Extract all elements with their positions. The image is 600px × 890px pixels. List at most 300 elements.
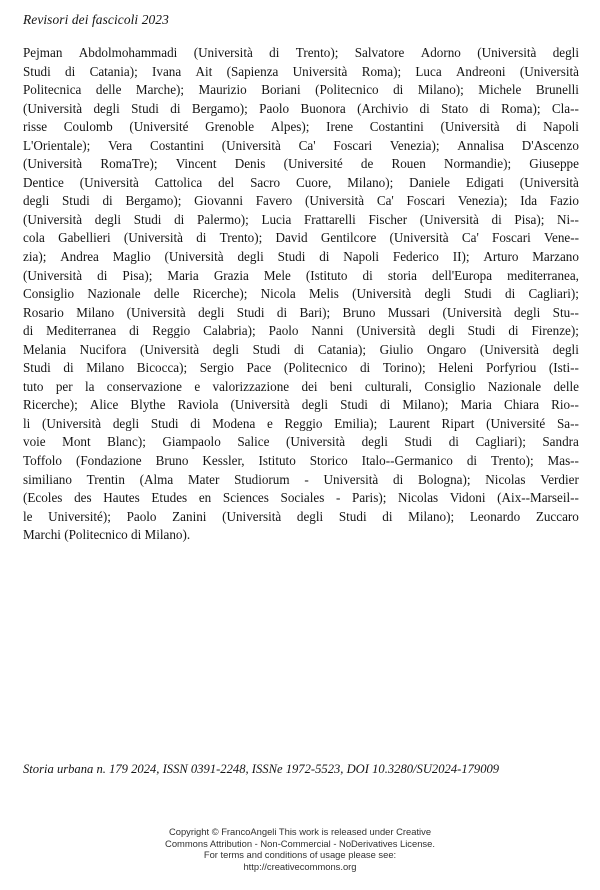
reviewers-word: Nicolas (485, 471, 526, 487)
reviewers-word: (Sapienza (226, 63, 279, 79)
reviewers-word: (Università (479, 341, 539, 357)
reviewers-word: Studi (23, 360, 51, 376)
reviewers-word: Studi (467, 323, 496, 339)
reviewers-word: di (491, 211, 502, 227)
reviewers-word: di (97, 267, 108, 283)
reviewers-word: cola (23, 230, 45, 246)
reviewers-word: Studi (133, 211, 162, 227)
reviewers-word: degli (212, 341, 239, 357)
reviewers-word: Bergamo); (125, 193, 182, 209)
reviewers-word: delle (153, 286, 180, 302)
reviewers-word: Arturo (483, 249, 519, 265)
reviewers-word: (Università (23, 267, 83, 283)
reviewers-word: di (380, 397, 391, 413)
reviewers-word: Federico (392, 249, 439, 265)
reviewers-word: (Politecnico (283, 360, 348, 376)
reviewers-word: Fischer (368, 211, 408, 227)
reviewers-word: Studi (236, 304, 265, 320)
reviewers-word: Foscari (492, 230, 531, 246)
reviewers-word: Bicocca); (136, 360, 188, 376)
reviewers-word: di (448, 434, 459, 450)
reviewers-word: degli (296, 508, 324, 524)
reviewers-word: (Alma (139, 471, 174, 487)
reviewers-line (23, 211, 579, 230)
reviewers-word: similiano (23, 471, 72, 487)
reviewers-word: Paolo (268, 323, 299, 339)
reviewers-word: Daniele (409, 174, 451, 190)
reviewers-word: (Università (519, 174, 579, 190)
reviewers-word: Modena (212, 415, 256, 431)
reviewers-word: (Università (352, 286, 412, 302)
reviewers-word: Studi (62, 193, 90, 209)
reviewers-word: Kessler, (202, 453, 245, 469)
reviewers-word: Bologna); (417, 471, 471, 487)
reviewers-word: Melis (308, 286, 339, 302)
copyright-line-3: For terms and conditions of usage please see: (203, 849, 397, 861)
reviewers-word: degli (361, 434, 388, 450)
reviewers-word: (Università (356, 323, 416, 339)
reviewers-word: Firenze); (531, 323, 579, 339)
reviewers-word: le (23, 508, 33, 524)
reviewers-word: Milano (76, 304, 115, 320)
reviewers-word: Mele (263, 267, 291, 283)
reviewers-word: Ricerche); (192, 286, 248, 302)
reviewers-word: Giovanni (194, 193, 244, 209)
reviewers-word: Blanc); (107, 434, 146, 450)
reviewers-word: Mater (187, 471, 220, 487)
reviewers-word: di (23, 323, 34, 339)
reviewers-line: Marchi (Politecnico di Milano). (23, 527, 191, 543)
reviewers-word: di (293, 341, 305, 357)
reviewers-word: (Fondazione (75, 453, 142, 469)
reviewers-word: RomaTre); (100, 156, 158, 172)
reviewers-word: Boriani (261, 82, 301, 98)
reviewers-word: la (84, 378, 95, 394)
reviewers-line (23, 378, 579, 397)
reviewers-word: di (269, 45, 280, 60)
reviewers-word: Irene (326, 119, 354, 135)
reviewers-word: Bari); (299, 304, 331, 320)
reviewers-word: conservazione (106, 378, 182, 394)
reviewers-line (23, 63, 579, 82)
reviewers-word: Etudes (151, 490, 188, 506)
reviewers-word: Consiglio (23, 286, 75, 302)
reviewers-word: Zuccaro (535, 508, 579, 524)
reviewers-word: (Istituto (305, 267, 348, 283)
reviewers-word: (Università (164, 249, 224, 265)
reviewers-word: Napoli (343, 249, 380, 265)
reviewers-word: (Università (221, 137, 281, 153)
reviewers-word: Sandra (542, 434, 579, 450)
reviewers-word: di (174, 211, 185, 227)
reviewers-word: Studi (338, 508, 367, 524)
reviewers-word: Studi (23, 63, 51, 79)
reviewers-word: Ca' (461, 230, 479, 246)
reviewers-word: Milano); (417, 82, 464, 98)
reviewers-line (23, 81, 579, 100)
reviewers-word: Milano); (402, 397, 449, 413)
reviewers-word: Zanini (172, 508, 207, 524)
reviewers-word: (Università (519, 63, 579, 79)
reviewers-word: Calabria); (203, 323, 256, 339)
reviewers-word: Bruno (342, 304, 376, 320)
reviewers-word: Università (323, 471, 379, 487)
reviewers-word: degli (428, 323, 455, 339)
reviewers-word: (Ecoles (23, 490, 63, 506)
reviewers-word: Blythe (130, 397, 166, 413)
reviewers-word: Rio-- (551, 397, 579, 413)
reviewers-word: Reggio (152, 323, 191, 339)
reviewers-word: Paolo (259, 100, 290, 116)
reviewers-word: degli (237, 249, 264, 265)
reviewers-word: Foscari (406, 193, 446, 209)
reviewers-word: degli (424, 286, 451, 302)
reviewers-word: Milano (86, 360, 125, 376)
reviewers-word: (Università (222, 508, 282, 524)
reviewers-word: (Università (440, 119, 500, 135)
reviewers-word: (Università (285, 434, 346, 450)
reviewers-line (23, 359, 579, 378)
reviewers-word: Reggio (284, 415, 323, 431)
reviewers-word: Roma); (501, 100, 541, 116)
reviewers-word: degli (301, 397, 329, 413)
reviewers-word: di (393, 471, 404, 487)
reviewers-word: Gentilcore (320, 230, 377, 246)
reviewers-word: di (508, 323, 519, 339)
reviewers-word: Bergamo); (191, 100, 248, 116)
reviewers-word: Cattolica (154, 174, 203, 190)
reviewers-word: Maurizio (198, 82, 247, 98)
reviewers-word: (Università (230, 397, 290, 413)
reviewers-word: (Università (79, 174, 139, 190)
reviewers-word: (Politecnico (315, 82, 379, 98)
reviewers-word: (Isti-- (548, 360, 579, 376)
reviewers-word: Sociales (280, 490, 325, 506)
reviewers-word: Costantini (369, 119, 424, 135)
reviewers-word: Ca' (376, 193, 394, 209)
reviewers-word: Annalisa (457, 137, 505, 153)
reviewers-word: Maria (460, 397, 492, 413)
reviewers-word: Roma); (361, 63, 402, 79)
reviewers-word: Paris); (352, 490, 387, 506)
reviewers-word: Alpes); (270, 119, 310, 135)
reviewers-word: di (190, 415, 201, 431)
reviewers-line (23, 174, 579, 193)
reviewers-word: (Università (477, 45, 537, 60)
reviewers-line (23, 341, 579, 360)
reviewers-word: Costantini (149, 137, 204, 153)
reviewers-word: di (479, 100, 490, 116)
reviewers-word: Giampaolo (162, 434, 221, 450)
copyright-line-2: Commons Attribution - Non-Commercial - NoDerivatives License. (165, 837, 435, 849)
reviewers-word: Nucifora (79, 341, 127, 357)
reviewers-word: Sciences (222, 490, 269, 506)
reviewers-word: Mont (62, 434, 91, 450)
reviewers-word: Università (292, 63, 348, 79)
reviewers-word: Université); (48, 508, 111, 524)
reviewers-word: di (516, 119, 527, 135)
reviewers-word: e (267, 415, 273, 431)
reviewers-word: Leonardo (469, 508, 521, 524)
reviewers-word: (Aix--Marseil-- (497, 490, 579, 506)
reviewers-word: L'Orientale); (23, 137, 91, 153)
reviewers-word: Venezia); (389, 137, 440, 153)
reviewers-word: zia); (23, 249, 47, 265)
reviewers-word: - (335, 490, 341, 506)
reviewers-line (23, 248, 579, 267)
reviewers-word: Ongaro (426, 341, 467, 357)
reviewers-word: Laurent (388, 415, 430, 431)
reviewers-word: Giuseppe (529, 156, 579, 172)
reviewers-word: Denis (234, 156, 266, 172)
reviewers-word: Trento); (219, 230, 263, 246)
reviewers-word: (Université (486, 415, 546, 431)
reviewers-word: di (129, 323, 140, 339)
reviewers-word: (Università (193, 45, 253, 60)
reviewers-line (23, 267, 579, 286)
reviewers-word: delle (95, 82, 122, 98)
reviewers-word: di (65, 63, 76, 79)
reviewers-word: valorizzazione (212, 378, 290, 394)
reviewers-word: di (359, 360, 371, 376)
reviewers-word: Studi (131, 100, 159, 116)
reviewers-word: storia (387, 267, 418, 283)
reviewers-word: di (102, 193, 113, 209)
reviewers-word: Grazia (213, 267, 249, 283)
reviewers-word: Trento); (295, 45, 339, 60)
reviewers-word: Pace (246, 360, 272, 376)
reviewers-word: di (319, 249, 330, 265)
reviewers-word: (Università (389, 230, 449, 246)
reviewers-word: Andreoni (455, 63, 506, 79)
page-title: Revisori dei fascicoli 2023 (23, 12, 169, 27)
reviewers-line (23, 192, 579, 211)
reviewers-word: Cagliari); (528, 286, 579, 302)
reviewers-word: (Università (442, 304, 502, 320)
reviewers-word: Vidoni (449, 490, 486, 506)
reviewers-word: Mediterranea (46, 323, 117, 339)
reviewers-word: Ait (195, 63, 213, 79)
reviewers-word: - (304, 471, 309, 487)
reviewers-word: Studi (150, 415, 179, 431)
reviewers-word: Ni-- (557, 211, 579, 227)
reviewers-word: Emilia); (334, 415, 378, 431)
copyright-line-1: Copyright © FrancoAngeli This work is released under Creative (168, 826, 432, 837)
reviewers-word: Lucia (261, 211, 292, 227)
reviewers-line (23, 285, 579, 304)
reviewers-word: delle (553, 378, 579, 394)
reviewers-word: Vera (108, 137, 133, 153)
reviewers-word: Palermo); (196, 211, 249, 227)
reviewers-word: (Université (283, 156, 343, 172)
reviewers-word: Napoli (543, 119, 579, 135)
reviewers-word: Heleni (438, 360, 474, 376)
reviewers-word: Grenoble (205, 119, 255, 135)
reviewers-word: Nazionale (87, 286, 141, 302)
reviewers-line (23, 155, 579, 174)
reviewers-word: (Università (23, 100, 83, 116)
reviewers-word: Paolo (126, 508, 157, 524)
reviewers-word: Maglio (112, 249, 151, 265)
reviewers-word: dei (301, 378, 318, 394)
reviewers-word: degli (112, 415, 140, 431)
reviewers-word: Salice (237, 434, 270, 450)
reviewers-word: David (275, 230, 308, 246)
reviewers-word: (Università (123, 230, 183, 246)
reviewers-word: Nazionale (487, 378, 542, 394)
reviewers-word: di (393, 82, 404, 98)
reviewers-word: Nicolas (398, 490, 439, 506)
reviewers-word: di (170, 100, 181, 116)
reviewers-line (23, 471, 579, 490)
reviewers-word: des (74, 490, 92, 506)
reviewers-word: Hautes (103, 490, 140, 506)
journal-citation-footer: Storia urbana n. 179 2024, ISSN 0391-2248, ISSNe 1972-5523, DOI 10.3280/SU2024-179009 (23, 762, 500, 776)
reviewers-word: Nicola (260, 286, 296, 302)
reviewers-word: Verdier (540, 471, 579, 487)
reviewers-word: tuto (23, 378, 44, 394)
reviewers-word: Pejman (23, 45, 63, 60)
reviewers-word: Fazio (549, 193, 579, 209)
reviewers-word: Sacro (250, 174, 281, 190)
reviewers-word: di (276, 304, 288, 320)
reviewers-word: (Università (139, 341, 200, 357)
reviewers-word: di (466, 453, 478, 469)
reviewers-word: Marzano (532, 249, 579, 265)
reviewers-word: Cuore, (295, 174, 332, 190)
reviewers-line (23, 100, 579, 119)
reviewers-word: Mussari (387, 304, 431, 320)
reviewers-word: Gabellieri (58, 230, 111, 246)
reviewers-word: Ca' (298, 137, 316, 153)
reviewers-word: Abdolmohammadi (78, 45, 178, 60)
reviewers-word: Studi (277, 249, 306, 265)
reviewers-word: Vincent (175, 156, 217, 172)
reviewers-word: Porfyriou (485, 360, 537, 376)
reviewers-word: degli (514, 304, 541, 320)
reviewers-word: Studi (404, 434, 433, 450)
reviewers-word: Luca (415, 63, 442, 79)
reviewers-word: Maria (167, 267, 199, 283)
reviewers-word: degli (552, 341, 579, 357)
reviewers-word: Studi (340, 397, 368, 413)
reviewers-word: Giulio (379, 341, 414, 357)
reviewers-word: degli (198, 304, 225, 320)
reviewers-word: beni (329, 378, 353, 394)
reviewers-word: (Université (129, 119, 189, 135)
reviewers-word: Ida (520, 193, 538, 209)
reviewers-word: Adorno (420, 45, 461, 60)
reviewers-word: (Università (419, 211, 479, 227)
reviewers-word: Politecnica (23, 82, 82, 98)
reviewers-word: Stato (441, 100, 469, 116)
reviewers-word: Vene-- (543, 230, 579, 246)
reviewers-line (23, 489, 579, 508)
reviewers-word: (Archivio (357, 100, 409, 116)
reviewers-word: di (362, 267, 373, 283)
reviewers-word: Alice (89, 397, 119, 413)
reviewers-word: risse (23, 119, 48, 135)
reviewers-word: del (218, 174, 235, 190)
reviewers-word: Trentin (86, 471, 125, 487)
reviewers-line (23, 396, 579, 415)
reviewers-word: Milano); (408, 508, 455, 524)
reviewers-word: Raviola (177, 397, 219, 413)
reviewers-word: degli (93, 100, 120, 116)
reviewers-word: Istituto (258, 453, 296, 469)
reviewers-word: D'Ascenzo (521, 137, 579, 153)
reviewers-word: (Università (42, 415, 102, 431)
reviewers-word: Brunelli (535, 82, 579, 98)
copyright-license-url: http://creativecommons.org (243, 860, 357, 872)
reviewers-word: Foscari (333, 137, 373, 153)
reviewers-word: Dentice (23, 174, 64, 190)
reviewers-word: per (55, 378, 73, 394)
reviewers-word: Frattarelli (304, 211, 356, 227)
reviewers-word: Bruno (155, 453, 189, 469)
reviewers-word: Trento); (491, 453, 534, 469)
reviewers-word: degli (552, 45, 579, 60)
reviewers-line (23, 118, 579, 137)
reviewers-word: Studi (252, 341, 281, 357)
reviewers-word: Milano); (347, 174, 394, 190)
reviewers-word: mediterranea, (507, 267, 579, 283)
reviewers-word: Favero (255, 193, 293, 209)
reviewers-word: Andrea (60, 249, 99, 265)
reviewers-word: Coulomb (63, 119, 113, 135)
reviewers-word: Rouen (391, 156, 426, 172)
reviewers-word: (Università (23, 156, 83, 172)
reviewers-word: (Università (23, 211, 83, 227)
reviewers-line (23, 415, 579, 434)
reviewers-word: Chiara (504, 397, 540, 413)
reviewers-word: di (196, 230, 207, 246)
reviewers-word: Studiorum (234, 471, 290, 487)
reviewers-word: Toffolo (23, 453, 62, 469)
reviewers-word: (Università (304, 193, 365, 209)
reviewers-word: li (23, 415, 31, 431)
copyright-notice (0, 826, 600, 872)
reviewers-word: degli (94, 211, 122, 227)
reviewers-word: Pisa); (122, 267, 153, 283)
reviewers-word: Mas-- (547, 453, 579, 469)
reviewers-word: Salvatore (354, 45, 405, 60)
reviewers-word: Catania); (317, 341, 366, 357)
reviewers-line (23, 44, 579, 63)
reviewers-word: Ricerche); (23, 397, 78, 413)
reviewers-word: II); (452, 249, 470, 265)
reviewers-word: Catania); (89, 63, 138, 79)
reviewers-word: Ripart (441, 415, 475, 431)
reviewers-word: Sa-- (556, 415, 579, 431)
reviewers-word: di (63, 360, 74, 376)
reviewers-word: Edigati (465, 174, 504, 190)
reviewers-word: Sergio (199, 360, 234, 376)
reviewers-word: Buonora (300, 100, 346, 116)
reviewers-word: Marche); (135, 82, 185, 98)
reviewers-word: culturali, (364, 378, 412, 394)
reviewers-word: dell'Europa (432, 267, 493, 283)
reviewers-line (23, 137, 579, 156)
reviewers-word: degli (23, 193, 50, 209)
reviewers-word: Normandie); (443, 156, 512, 172)
reviewers-word: di (505, 286, 516, 302)
reviewers-word: Venezia); (457, 193, 508, 209)
reviewers-word: e (194, 378, 201, 394)
reviewers-list-paragraph (23, 44, 579, 545)
reviewers-line (23, 433, 579, 452)
reviewers-word: Cagliari); (475, 434, 526, 450)
